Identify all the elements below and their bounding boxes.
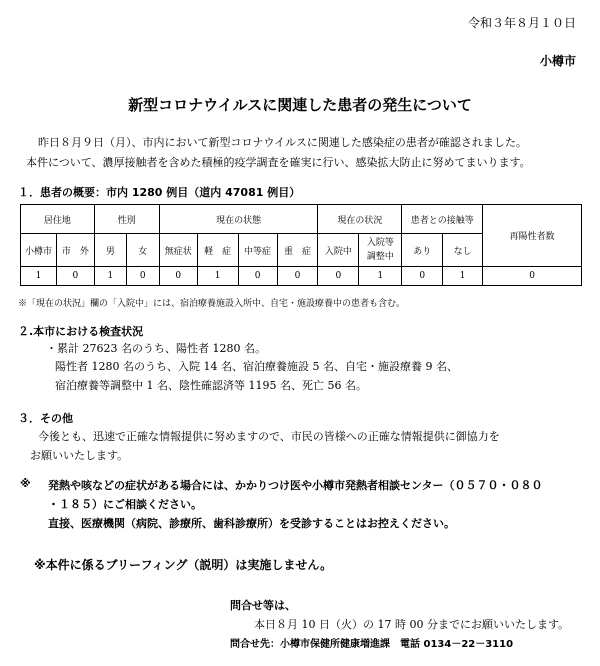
case-summary-table (20, 204, 582, 286)
table-cell: 0 (159, 267, 197, 286)
table-footnote: ※「現在の状況」欄の「入院中」には、宿泊療養施設入所中、自宅・施設療養中の患者も含む。 (18, 299, 406, 309)
subheader-female: 女 (126, 234, 159, 267)
subheader-hospitalized: 入院中 (318, 234, 359, 267)
advisory-line: 発熱や咳などの症状がある場合には、かかりつけ医や小樽市発熱者相談センター（０５７０・０８０ (48, 479, 543, 492)
section-heading-testing-status: ２.本市における検査状況 (18, 325, 144, 338)
subheader-contact-no: なし (443, 234, 483, 267)
contact-deadline: 本日８月 10 日（火）の 17 時 00 分までにお願いいたします。 (254, 618, 570, 631)
subheader-pending-hospitalization: 入院等調整中 (359, 234, 402, 267)
header-contact-with-patients: 患者との接触等 (402, 205, 483, 234)
contact-heading: 問合せ等は、 (230, 599, 296, 612)
table-cell: 0 (126, 267, 159, 286)
contact-info: 問合せ先：小樽市保健所健康増進課 電話 0134－22－3110 (230, 639, 514, 650)
table-cell: 1 (197, 267, 238, 286)
table-cell: 0 (56, 267, 94, 286)
other-line: お願いいたします。 (30, 449, 129, 462)
subheader-mild: 軽 症 (197, 234, 238, 267)
subheader-otaru: 小樽市 (21, 234, 57, 267)
table-cell: 0 (483, 267, 582, 286)
table-cell: 1 (443, 267, 483, 286)
section-heading-other: ３．その他 (18, 412, 73, 425)
advisory-line: 直接、医療機関（病院、診療所、歯科診療所）を受診することはお控えください。 (48, 517, 455, 530)
other-line: 今後とも、迅速で正確な情報提供に努めますので、市民の皆様への正確な情報提供に御協力を (38, 430, 500, 443)
header-current-status: 現在の状況 (318, 205, 402, 234)
subheader-moderate: 中等症 (238, 234, 277, 267)
table-cell: 1 (21, 267, 57, 286)
subheader-contact-yes: あり (402, 234, 443, 267)
document-date: 令和３年８月１０日 (467, 16, 576, 30)
testing-status-line: 陽性者 1280 名のうち、入院 14 名、宿泊療養施設 5 名、自宅・施設療養 9 名、 (55, 360, 458, 373)
header-sex: 性別 (94, 205, 159, 234)
header-residence: 居住地 (21, 205, 95, 234)
advisory-line: ・１８５）にご相談ください。 (48, 498, 202, 511)
table-cell: 0 (318, 267, 359, 286)
document-title: 新型コロナウイルスに関連した患者の発生について (128, 96, 472, 114)
testing-status-line: ・累計 27623 名のうち、陽性者 1280 名。 (46, 342, 266, 355)
subheader-male: 男 (94, 234, 126, 267)
header-re-positive-count: 再陽性者数 (483, 205, 582, 267)
table-cell: 0 (277, 267, 318, 286)
subheader-severe: 重 症 (277, 234, 318, 267)
issuer-name: 小樽市 (539, 54, 576, 68)
intro-line: 本件について、濃厚接触者を含めた積極的疫学調査を確実に行い、感染拡大防止に努めてまいります。 (26, 156, 531, 169)
table-cell: 1 (359, 267, 402, 286)
subheader-outside-city: 市 外 (56, 234, 94, 267)
header-current-condition: 現在の状態 (159, 205, 318, 234)
section-heading-case-summary: １．患者の概要：市内 1280 例目（道内 47081 例目） (18, 186, 301, 199)
briefing-notice: ※本件に係るブリーフィング（説明）は実施しません。 (34, 558, 333, 572)
testing-status-line: 宿泊療養等調整中 1 名、陰性確認済等 1195 名、死亡 56 名。 (55, 379, 367, 392)
advisory-mark: ※ (20, 477, 31, 490)
table-cell: 0 (402, 267, 443, 286)
subheader-asymptomatic: 無症状 (159, 234, 197, 267)
intro-line: 昨日８月９日（月）、市内において新型コロナウイルスに関連した感染症の患者が確認されました。 (38, 136, 527, 149)
table-cell: 1 (94, 267, 126, 286)
table-cell: 0 (238, 267, 277, 286)
